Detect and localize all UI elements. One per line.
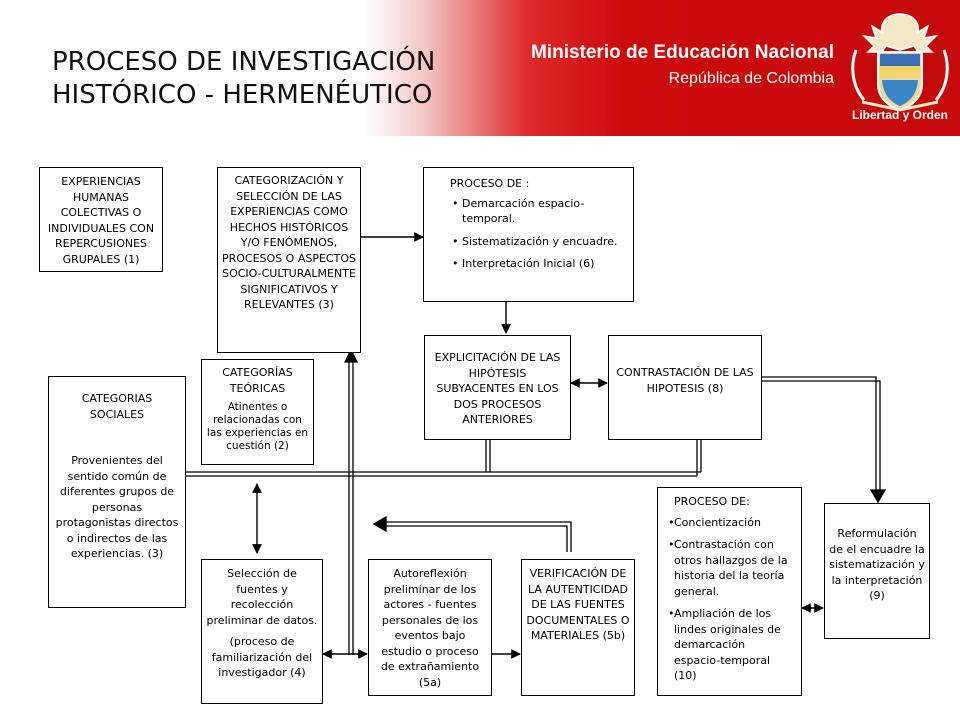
box-5b-text: VERIFICACIÓN DE LA AUTENTICIDAD DE LAS FUENTES DOCUMENTALES O MATERIALES (5b) — [526, 567, 630, 642]
box-experiencias-humanas — [39, 167, 163, 272]
box-6-heading: PROCESO DE : — [450, 177, 530, 190]
box-reformulacion — [824, 503, 930, 639]
box-5a-text: Autoreflexión preliminar de los actores - fuentes personales de los eventos bajo estudio o proceso de extrañamiento (5a) — [380, 567, 480, 689]
box-9-text: Reformulación de el encuadre la sistematización y la interpretación (9) — [829, 527, 925, 602]
double-line-5b-5a — [384, 522, 571, 552]
title-line-1: PROCESO DE INVESTIGACIÓN — [52, 47, 436, 77]
double-arrowhead-to-5a — [374, 517, 386, 531]
double-arrowhead-to-9 — [871, 490, 885, 502]
box-10-list — [666, 515, 793, 684]
box-4-body: Selección de fuentes y recolección preliminar de datos. — [206, 567, 318, 627]
double-line-8-9 — [762, 377, 880, 492]
box-6-item: • Interpretación Inicial (6) — [450, 256, 623, 272]
box-autoreflexion — [368, 559, 492, 696]
box-sociales-heading: CATEGORIAS SOCIALES — [81, 392, 153, 421]
box-4-note: (proceso de familiarización del investigador (4) — [211, 635, 313, 679]
box-10-item: • Ampliación de los lindes originales de demarcación espacio-temporal (10) — [666, 606, 793, 684]
double-line-to-8 — [697, 440, 701, 476]
box-6-item: • Demarcación espacio-temporal. — [450, 196, 623, 227]
box-contrastacion-hipotesis — [608, 335, 762, 440]
box-3-text: CATEGORIZACIÓN Y SELECCIÓN DE LAS EXPERIENCIAS COMO HECHOS HISTÓRICOS Y/O FENÓMENOS, PROCESOS O ASPECTOS SOCIO-CULTURALMENTE SIGNIFICATIVOS Y RELEVANTES (3) — [222, 174, 356, 311]
box-categorizacion — [217, 167, 361, 353]
box-10-item: • Contrastación con otros hallazgos de la historia del la teoría general. — [666, 537, 793, 599]
box-proceso-10 — [657, 487, 802, 696]
box-7-text: EXPLICITACIÓN DE LAS HIPÓTESIS SUBYACENTES EN LOS DOS PROCESOS ANTERIORES — [434, 351, 561, 426]
title-line-2: HISTÓRICO - HERMENÉUTICO — [52, 80, 433, 110]
box-sociales-body: Provenientes del sentido común de diferentes grupos de personas protagonistas directos o indirectos de las experiencias. (3) — [55, 454, 179, 560]
box-6-item: • Sistematización y encuadre. — [450, 234, 623, 250]
box-8-text: CONTRASTACIÓN DE LAS HIPOTESIS (8) — [616, 366, 754, 395]
republic-name: República de Colombia — [668, 70, 834, 87]
double-line-to-3 — [349, 356, 353, 655]
box-seleccion-fuentes — [201, 559, 323, 704]
box-2-heading: CATEGORÍAS TEÓRICAS — [222, 366, 293, 395]
motto-label: Libertad y Orden — [851, 108, 949, 122]
box-categorias-sociales — [48, 376, 186, 608]
box-2-body: Atinentes o relacionadas con las experiencias en cuestión (2) — [206, 401, 309, 452]
box-explicitacion-hipotesis — [424, 335, 571, 440]
ministry-name: Ministerio de Educación Nacional — [530, 42, 834, 63]
double-line-to-7 — [486, 440, 490, 472]
box-10-heading: PROCESO DE: — [674, 495, 750, 508]
box-verificacion — [521, 559, 635, 696]
box-10-item: • Concientización — [666, 515, 793, 531]
box-proceso-6 — [423, 167, 634, 302]
box-6-list — [450, 196, 623, 272]
box-1-text: EXPERIENCIAS HUMANAS COLECTIVAS O INDIVIDUALES CON REPERCUSIONES GRUPALES (1) — [47, 175, 155, 266]
box-categorias-teoricas — [201, 359, 314, 465]
